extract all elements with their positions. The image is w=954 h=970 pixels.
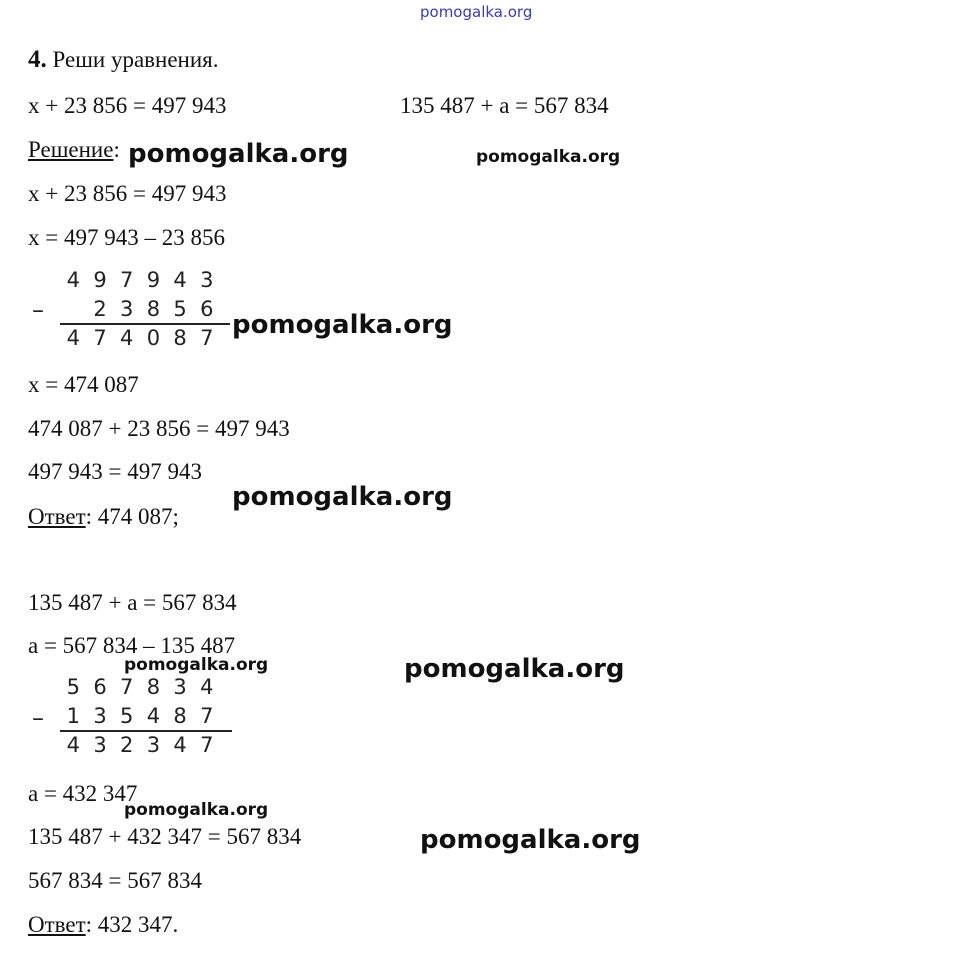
part2-answer-value: : 432 347. (85, 912, 179, 937)
part2-result (60, 733, 220, 757)
digit: 9 (93, 268, 107, 292)
part2-minuend (60, 675, 220, 699)
solution-colon: : (113, 137, 120, 162)
digit: 7 (120, 268, 134, 292)
digit: 2 (120, 733, 134, 757)
digit: 5 (120, 704, 134, 728)
digit: 3 (173, 675, 187, 699)
digit: 4 (120, 326, 134, 350)
digit: 3 (93, 704, 107, 728)
watermark-3: pomogalka.org (232, 310, 453, 340)
digit: 4 (146, 704, 161, 728)
digit: 3 (200, 268, 214, 292)
digit: 4 (200, 675, 214, 699)
task-title: Реши уравнения. (52, 47, 219, 72)
watermark-4: pomogalka.org (232, 482, 453, 512)
digit: 8 (173, 704, 187, 728)
part2-result-line (60, 730, 232, 732)
digit: 4 (66, 733, 81, 757)
digit: 8 (173, 326, 187, 350)
watermark-8: pomogalka.org (420, 825, 641, 855)
digit: 4 (173, 268, 187, 292)
digit: 7 (93, 326, 107, 350)
part2-line3: a = 432 347 (28, 781, 138, 806)
digit: 4 (173, 733, 187, 757)
digit: 7 (200, 733, 214, 757)
task-number: 4. (28, 46, 47, 73)
watermark-2: pomogalka.org (476, 147, 621, 167)
digit: 4 (66, 268, 81, 292)
digit: 3 (93, 733, 107, 757)
part1-answer (28, 504, 179, 530)
watermark-5: pomogalka.org (124, 655, 269, 675)
digit: 1 (66, 704, 81, 728)
part2-subtrahend (60, 704, 220, 728)
digit: 7 (200, 704, 214, 728)
digit: 2 (93, 297, 107, 321)
part2-minus-sign: – (32, 704, 44, 732)
digit: 9 (146, 268, 161, 292)
digit: 3 (120, 297, 134, 321)
part1-line2: x = 497 943 – 23 856 (28, 225, 225, 250)
part1-check1: 474 087 + 23 856 = 497 943 (28, 416, 290, 441)
part1-line1: x + 23 856 = 497 943 (28, 181, 227, 206)
digit: 5 (66, 675, 81, 699)
watermark-6: pomogalka.org (404, 654, 625, 684)
digit: 6 (200, 297, 214, 321)
solution-label-text: Решение (28, 137, 114, 162)
part2-check1: 135 487 + 432 347 = 567 834 (28, 824, 302, 849)
digit: 8 (146, 675, 161, 699)
part2-check2: 567 834 = 567 834 (28, 868, 202, 893)
watermark-1: pomogalka.org (128, 139, 349, 169)
part2-answer-label: Ответ (28, 912, 86, 937)
equation-2: 135 487 + a = 567 834 (400, 93, 609, 118)
watermark-7: pomogalka.org (124, 800, 269, 820)
digit: 8 (146, 297, 161, 321)
part1-result (60, 326, 220, 350)
watermark-top: pomogalka.org (420, 3, 533, 21)
part2-line2: a = 567 834 – 135 487 (28, 633, 236, 658)
task-heading (28, 47, 219, 73)
part1-answer-value: : 474 087; (85, 504, 179, 529)
solution-label (28, 137, 120, 163)
equation-1: x + 23 856 = 497 943 (28, 93, 227, 118)
part1-check2: 497 943 = 497 943 (28, 459, 202, 484)
part2-answer (28, 912, 178, 938)
digit: 5 (173, 297, 187, 321)
part1-line3: x = 474 087 (28, 372, 139, 397)
part1-result-line (60, 323, 230, 325)
part1-answer-label: Ответ (28, 504, 86, 529)
part1-minuend (60, 268, 220, 292)
digit: 0 (146, 326, 161, 350)
part1-subtrahend (60, 297, 220, 321)
digit: 7 (120, 675, 134, 699)
digit: 3 (146, 733, 161, 757)
part2-line1: 135 487 + a = 567 834 (28, 590, 237, 615)
digit: 7 (200, 326, 214, 350)
digit: 6 (93, 675, 107, 699)
digit: 4 (66, 326, 81, 350)
part1-minus-sign: – (32, 296, 44, 324)
